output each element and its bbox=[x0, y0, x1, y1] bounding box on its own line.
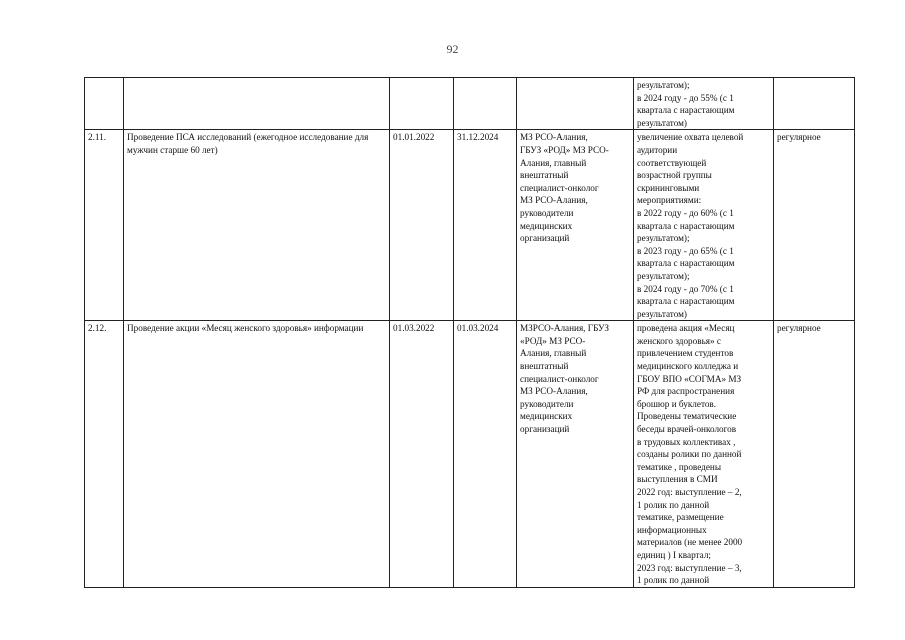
executor-line: Алания, главный bbox=[520, 157, 587, 168]
result-line: в 2022 году - до 60% (с 1 bbox=[637, 207, 734, 218]
end-date-cell bbox=[454, 78, 517, 130]
executor-line: внештатный bbox=[520, 361, 569, 372]
executor-line: специалист-онколог bbox=[520, 182, 599, 193]
executor-line: Алания, главный bbox=[520, 348, 587, 359]
table-row bbox=[85, 130, 855, 321]
result-line: квартала с нарастающим bbox=[637, 105, 735, 116]
result-line: беседы врачей-онкологов bbox=[637, 424, 737, 435]
result-line: тематике, размещение bbox=[637, 512, 724, 523]
executor-line: медицинских bbox=[520, 411, 573, 422]
executor-line: организаций bbox=[520, 233, 570, 244]
result-cell bbox=[634, 321, 774, 587]
result-line: созданы ролики по данной bbox=[637, 449, 742, 460]
end-date-cell: 01.03.2024 bbox=[454, 321, 517, 587]
executor-cell bbox=[517, 321, 634, 587]
result-line: аудитории bbox=[637, 144, 678, 155]
executor-line: медицинских bbox=[520, 220, 573, 231]
result-line: в 2024 году - до 55% (с 1 bbox=[637, 92, 734, 103]
type-cell bbox=[774, 78, 855, 130]
result-line: Проведены тематические bbox=[637, 411, 737, 422]
executor-line: руководители bbox=[520, 207, 574, 218]
result-line: результатом) bbox=[637, 117, 687, 128]
table-row bbox=[85, 321, 855, 587]
end-date-cell: 31.12.2024 bbox=[454, 130, 517, 321]
executor-line: руководители bbox=[520, 398, 574, 409]
table-row bbox=[85, 78, 855, 130]
result-line: результатом); bbox=[637, 270, 690, 281]
result-line: в 2023 году - до 65% (с 1 bbox=[637, 245, 734, 256]
result-line: 1 ролик по данной bbox=[637, 499, 710, 510]
activity-name-cell: Проведение акции «Месяц женского здоровья» информации bbox=[124, 321, 390, 587]
activity-name-cell bbox=[124, 78, 390, 130]
result-line: результатом) bbox=[637, 308, 687, 319]
result-line: информационных bbox=[637, 524, 707, 535]
start-date-cell: 01.03.2022 bbox=[390, 321, 454, 587]
result-line: результатом); bbox=[637, 80, 690, 90]
result-line: квартала с нарастающим bbox=[637, 220, 735, 231]
executor-line: внештатный bbox=[520, 170, 569, 181]
start-date-cell: 01.01.2022 bbox=[390, 130, 454, 321]
result-line: ГБОУ ВПО «СОГМА» МЗ bbox=[637, 373, 742, 384]
result-cell bbox=[634, 78, 774, 130]
result-line: привлечением студентов bbox=[637, 348, 734, 359]
result-cell bbox=[634, 130, 774, 321]
result-line: проведена акция «Месяц bbox=[637, 323, 735, 334]
executor-line: МЗ РСО-Алания, bbox=[520, 132, 588, 143]
row-number-cell: 2.11. bbox=[85, 130, 124, 321]
result-line: скрининговыми bbox=[637, 182, 700, 193]
result-line: тематике , проведены bbox=[637, 461, 722, 472]
result-line: 2022 год: выступление – 2, bbox=[637, 487, 742, 497]
row-number-cell bbox=[85, 78, 124, 130]
result-line: возрастной группы bbox=[637, 170, 712, 181]
type-cell: регулярное bbox=[774, 130, 855, 321]
executor-line: МЗРСО-Алания, ГБУЗ bbox=[520, 323, 610, 334]
activities-table bbox=[84, 77, 855, 588]
result-line: мероприятиями: bbox=[637, 195, 702, 206]
result-line: соответствующей bbox=[637, 157, 707, 168]
result-line: медицинского колледжа и bbox=[637, 361, 739, 372]
type-cell: регулярное bbox=[774, 321, 855, 587]
result-line: увеличение охвата целевой bbox=[637, 132, 744, 143]
page-number: 92 bbox=[446, 42, 459, 56]
executor-cell bbox=[517, 130, 634, 321]
executor-line: организаций bbox=[520, 424, 570, 435]
result-line: квартала с нарастающим bbox=[637, 258, 735, 269]
result-line: брошюр и буклетов. bbox=[637, 398, 717, 409]
result-line: результатом); bbox=[637, 233, 690, 244]
result-line: материалов (не менее 2000 bbox=[637, 537, 743, 548]
executor-line: ГБУЗ «РОД» МЗ РСО- bbox=[520, 144, 609, 155]
row-number-cell: 2.12. bbox=[85, 321, 124, 587]
result-line: 1 ролик по данной bbox=[637, 575, 710, 586]
executor-line: специалист-онколог bbox=[520, 373, 599, 384]
result-line: 2023 год: выступление – 3, bbox=[637, 562, 742, 573]
result-line: женского здоровья» с bbox=[637, 335, 721, 346]
result-line: в 2024 году - до 70% (с 1 bbox=[637, 283, 734, 294]
result-line: единиц ) I квартал; bbox=[637, 549, 711, 560]
activity-name-cell: Проведение ПСА исследований (ежегодное исследование для мужчин старше 60 лет) bbox=[124, 130, 390, 321]
result-line: в трудовых коллективах , bbox=[637, 436, 736, 447]
result-line: РФ для распространения bbox=[637, 386, 735, 397]
executor-line: МЗ РСО-Алания, bbox=[520, 195, 588, 206]
result-line: выступления в СМИ bbox=[637, 474, 718, 485]
executor-line: «РОД» МЗ РСО- bbox=[520, 335, 586, 346]
start-date-cell bbox=[390, 78, 454, 130]
executor-line: МЗ РСО-Алания, bbox=[520, 386, 588, 397]
executor-cell bbox=[517, 78, 634, 130]
result-line: квартала с нарастающим bbox=[637, 296, 735, 307]
